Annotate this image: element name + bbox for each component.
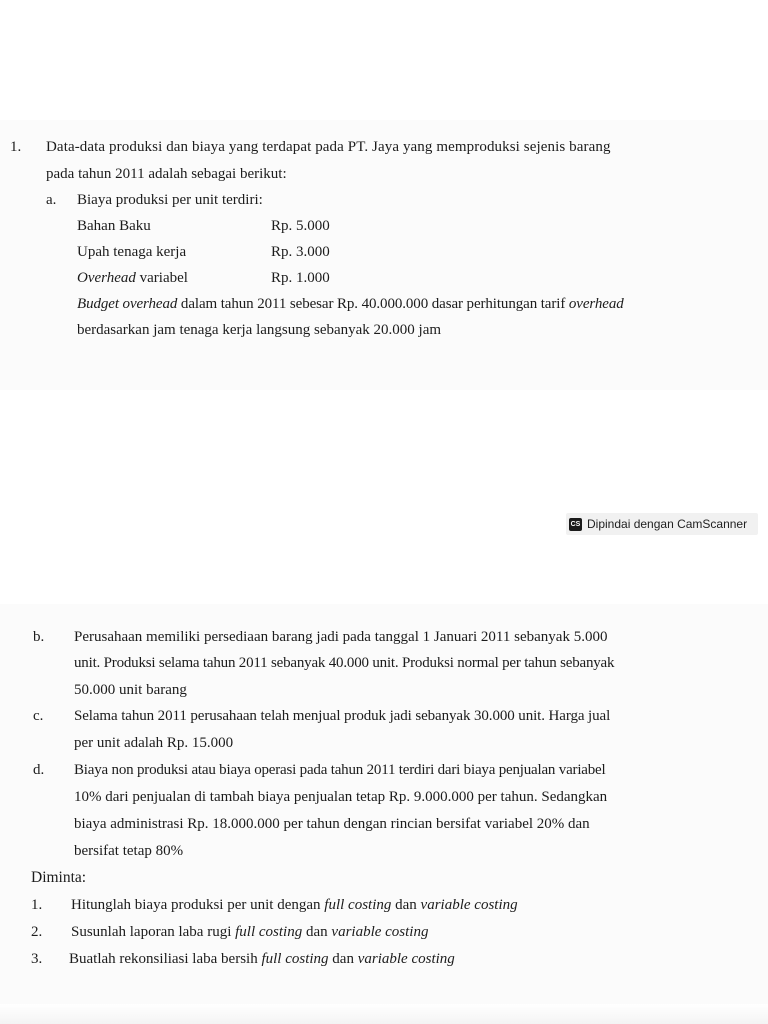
item-d-line-3: biaya administrasi Rp. 18.000.000 per tahun dengan rincian bersifat variabel 20% dan (74, 816, 590, 832)
task-2-full-costing: full costing (235, 924, 303, 940)
task-2-variable-costing: variable costing (331, 924, 429, 940)
cost-value-overhead: Rp. 1.000 (271, 270, 330, 286)
item-c-marker: c. (33, 708, 44, 724)
task-3-pre: Buatlah rekonsiliasi laba bersih (69, 951, 262, 967)
item-c-line-2: per unit adalah Rp. 15.000 (74, 735, 234, 751)
task-1-pre: Hitunglah biaya produksi per unit dengan (71, 897, 325, 913)
task-3-full-costing: full costing (261, 951, 329, 967)
cost-label-overhead (77, 268, 188, 288)
budget-end-italic: overhead (568, 296, 624, 312)
task-1-mid: dan (391, 897, 421, 913)
budget-line-1 (77, 294, 624, 314)
item-b-marker: b. (33, 629, 45, 645)
task-1-variable-costing: variable costing (420, 897, 518, 913)
item-b-line-3: 50.000 unit barang (74, 682, 187, 698)
task-2-number: 2. (31, 924, 43, 940)
question-number: 1. (10, 139, 22, 155)
item-d-line-4: bersifat tetap 80% (74, 843, 184, 859)
cost-value-upah: Rp. 3.000 (271, 244, 330, 260)
item-a-title: Biaya produksi per unit terdiri: (77, 192, 263, 208)
question-line-1: Data-data produksi dan biaya yang terdapat pada PT. Jaya yang memproduksi sejenis barang (46, 139, 611, 155)
item-d-line-2: 10% dari penjualan di tambah biaya penjualan tetap Rp. 9.000.000 per tahun. Sedangkan (74, 789, 608, 805)
overhead-rest: variabel (135, 270, 188, 286)
diminta-heading: Diminta: (31, 869, 87, 886)
question-line-2: pada tahun 2011 adalah sebagai berikut: (46, 166, 287, 182)
camscanner-watermark (566, 513, 758, 535)
camscanner-text: Dipindai dengan CamScanner (587, 517, 748, 531)
item-b-line-1: Perusahaan memiliki persediaan barang jadi pada tanggal 1 Januari 2011 sebanyak 5.000 (74, 629, 608, 645)
task-3-number: 3. (31, 951, 43, 967)
task-3-variable-costing: variable costing (357, 951, 455, 967)
task-3-mid: dan (328, 951, 358, 967)
item-d-marker: d. (33, 762, 45, 778)
task-2-pre: Susunlah laporan laba rugi (71, 924, 236, 940)
overhead-italic: Overhead (77, 270, 136, 286)
item-c-line-1: Selama tahun 2011 perusahaan telah menjual produk jadi sebanyak 30.000 unit. Harga jual (74, 708, 611, 724)
item-d-line-1: Biaya non produksi atau biaya operasi pada tahun 2011 terdiri dari biaya penjualan variabel (74, 762, 606, 778)
task-2-mid: dan (302, 924, 332, 940)
task-3-text (69, 949, 455, 969)
camscanner-logo-icon: CS (569, 518, 582, 531)
task-1-text (71, 895, 518, 915)
page-bottom-edge (0, 1004, 768, 1024)
cost-label-upah: Upah tenaga kerja (77, 244, 187, 260)
task-1-number: 1. (31, 897, 43, 913)
budget-line-2: berdasarkan jam tenaga kerja langsung sebanyak 20.000 jam (77, 322, 442, 338)
item-a-marker: a. (46, 192, 57, 208)
task-1-full-costing: full costing (324, 897, 392, 913)
item-b-line-2: unit. Produksi selama tahun 2011 sebanyak 40.000 unit. Produksi normal per tahun sebanyak (74, 655, 615, 671)
task-2-text (71, 922, 428, 942)
cost-value-bahan-baku: Rp. 5.000 (271, 218, 330, 234)
budget-overhead-italic: Budget overhead (77, 296, 178, 312)
budget-mid: dalam tahun 2011 sebesar Rp. 40.000.000 dasar perhitungan tarif (177, 296, 569, 312)
cost-label-bahan-baku: Bahan Baku (77, 218, 151, 234)
